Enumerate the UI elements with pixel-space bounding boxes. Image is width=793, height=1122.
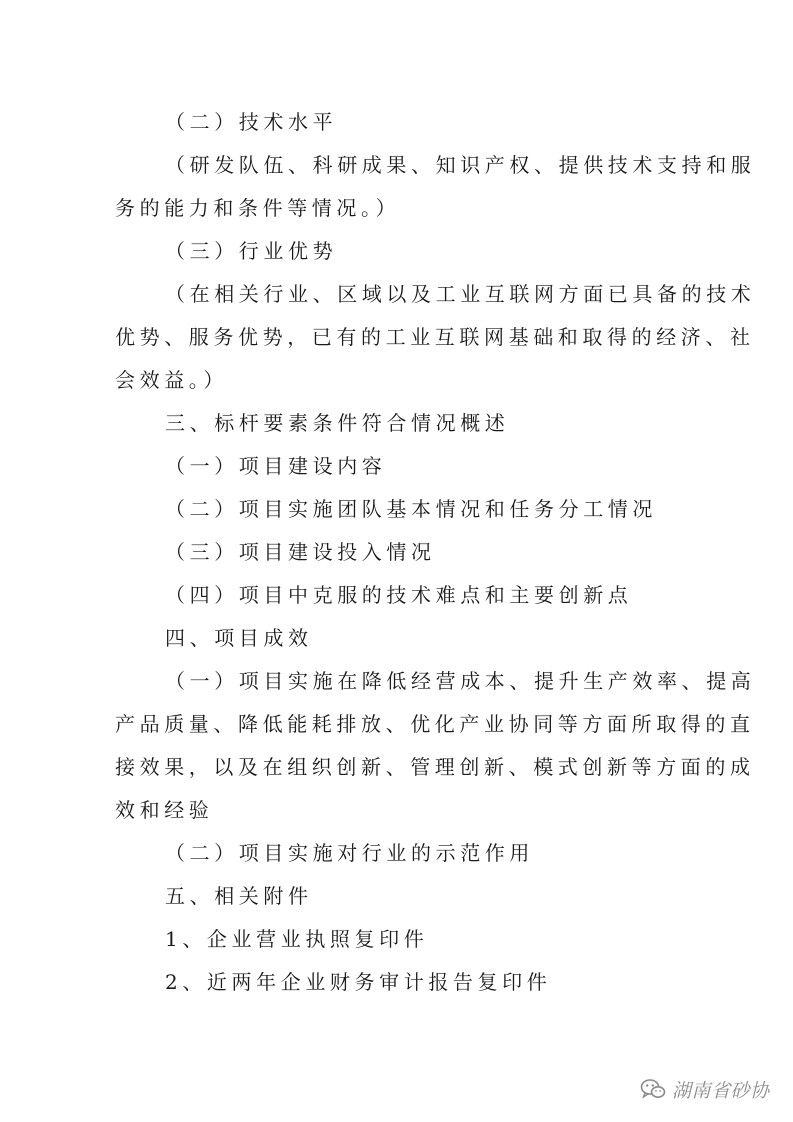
paragraph-line: 务的能力和条件等情况。）: [115, 196, 401, 220]
section-heading: （二）技术水平: [165, 110, 338, 134]
paragraph-line: 效和经验: [115, 798, 214, 822]
paragraph-line: （在相关行业、区域以及工业互联网方面已具备的技术: [165, 282, 756, 306]
watermark: [640, 1074, 770, 1104]
paragraph-line: 产品质量、降低能耗排放、优化产业协同等方面所取得的直: [115, 712, 755, 736]
paragraph-line: （研发队伍、科研成果、知识产权、提供技术支持和服: [165, 153, 756, 177]
paragraph-line: 会效益。）: [115, 368, 228, 392]
paragraph-line: 接效果，以及在组织创新、管理创新、模式创新等方面的成: [115, 755, 755, 779]
section-heading: （四）项目中克服的技术难点和主要创新点: [165, 583, 633, 607]
section-heading: （二）项目实施对行业的示范作用: [165, 841, 534, 865]
chapter-heading: 四、项目成效: [165, 626, 313, 650]
paragraph-line: 优势、服务优势，已有的工业互联网基础和取得的经济、社: [115, 325, 755, 349]
chapter-heading: 三、标杆要素条件符合情况概述: [165, 411, 510, 435]
list-item: 1、企业营业执照复印件: [165, 927, 429, 951]
section-heading: （一）项目建设内容: [165, 454, 387, 478]
chapter-heading: 五、相关附件: [165, 884, 313, 908]
watermark-text: 湖南省砂协: [672, 1079, 770, 1102]
wechat-icon: [640, 1078, 666, 1100]
paragraph-line: （一）项目实施在降低经营成本、提升生产效率、提高: [165, 669, 756, 693]
section-heading: （三）项目建设投入情况: [165, 540, 436, 564]
list-item: 2、近两年企业财务审计报告复印件: [165, 970, 552, 994]
section-heading: （二）项目实施团队基本情况和任务分工情况: [165, 497, 657, 521]
section-heading: （三）行业优势: [165, 239, 338, 263]
